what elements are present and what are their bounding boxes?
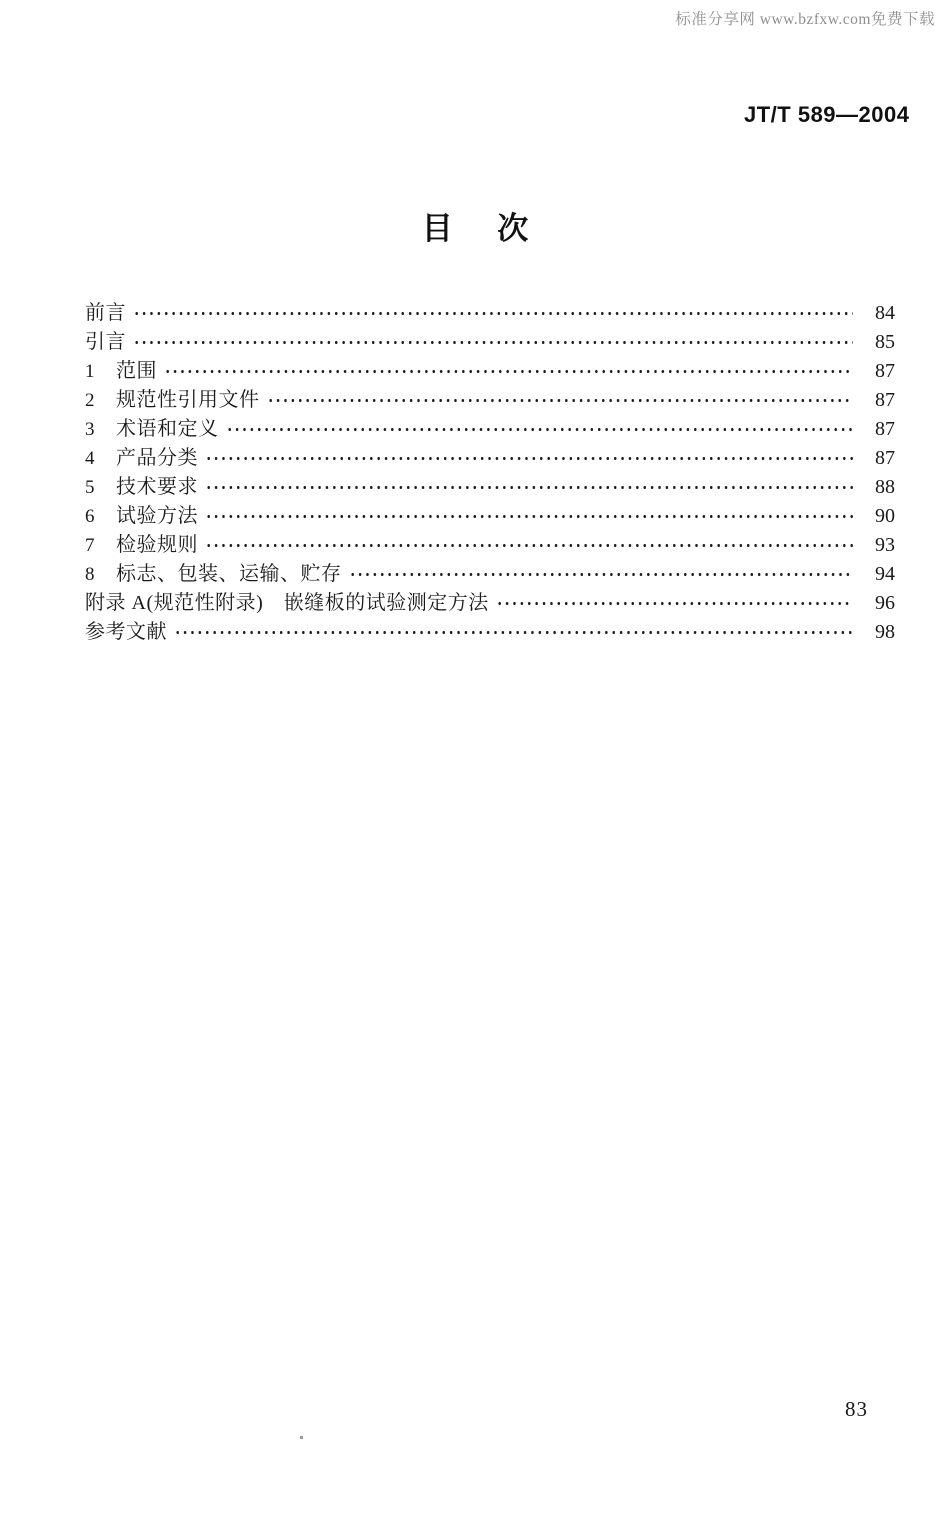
toc-entry (85, 589, 895, 618)
toc-entry-page: 85 (875, 331, 895, 353)
toc-entry-number: 1 (85, 361, 95, 382)
toc-entry-label: 检验规则 (116, 534, 198, 556)
toc-dot-leader (205, 444, 853, 473)
toc-entry-page: 90 (875, 505, 895, 527)
scan-speck (300, 1436, 303, 1439)
toc-entry (85, 444, 895, 473)
toc-dot-leader (164, 357, 853, 386)
toc-entry-page: 87 (875, 360, 895, 382)
toc-entry (85, 357, 895, 386)
toc-entry-label: 试验方法 (116, 505, 198, 527)
toc-entry (85, 560, 895, 589)
toc-entry (85, 502, 895, 531)
toc-entry-label: 术语和定义 (116, 418, 219, 440)
watermark-text: 标准分享网 www.bzfxw.com免费下载 (675, 11, 935, 28)
toc-entry-page: 94 (875, 563, 895, 585)
toc-dot-leader (496, 589, 853, 618)
standard-code: JT/T 589—2004 (744, 102, 910, 127)
toc-entry (85, 531, 895, 560)
toc-entry-page: 98 (875, 621, 895, 643)
toc-entry (85, 415, 895, 444)
toc-entry-label: 前言 (85, 302, 126, 324)
toc-dot-leader (267, 386, 854, 415)
toc-entry (85, 386, 895, 415)
toc-entry-label: 参考文献 (85, 621, 167, 643)
toc-entry-label: 引言 (85, 331, 126, 353)
toc-dot-leader (205, 531, 853, 560)
toc-dot-leader (349, 560, 854, 589)
toc-entry-page: 87 (875, 389, 895, 411)
toc-dot-leader (133, 328, 853, 357)
page-number: 83 (845, 1397, 868, 1421)
toc-entry-page: 87 (875, 418, 895, 440)
toc-entry-number: 7 (85, 535, 95, 556)
toc-entry-number: 3 (85, 419, 95, 440)
toc-dot-leader (174, 618, 853, 647)
toc-entry (85, 618, 895, 647)
toc-list (85, 299, 895, 647)
toc-entry-label: 附录 A(规范性附录) 嵌缝板的试验测定方法 (85, 592, 489, 614)
toc-entry-page: 88 (875, 476, 895, 498)
toc-entry-label: 规范性引用文件 (116, 389, 260, 411)
toc-dot-leader (205, 473, 853, 502)
toc-entry-label: 范围 (116, 360, 157, 382)
toc-entry-label: 产品分类 (116, 447, 198, 469)
toc-dot-leader (133, 299, 853, 328)
toc-entry (85, 299, 895, 328)
toc-entry (85, 473, 895, 502)
toc-entry-number: 5 (85, 477, 95, 498)
toc-entry (85, 328, 895, 357)
toc-entry-number: 4 (85, 448, 95, 469)
toc-entry-label: 标志、包装、运输、贮存 (116, 563, 342, 585)
toc-entry-page: 93 (875, 534, 895, 556)
toc-dot-leader (226, 415, 854, 444)
toc-entry-number: 6 (85, 506, 95, 527)
toc-entry-number: 2 (85, 390, 95, 411)
toc-entry-page: 96 (875, 592, 895, 614)
toc-entry-page: 84 (875, 302, 895, 324)
toc-entry-number: 8 (85, 564, 95, 585)
page-title: 目 次 (421, 211, 529, 246)
toc-dot-leader (205, 502, 853, 531)
toc-entry-page: 87 (875, 447, 895, 469)
toc-entry-label: 技术要求 (116, 476, 198, 498)
